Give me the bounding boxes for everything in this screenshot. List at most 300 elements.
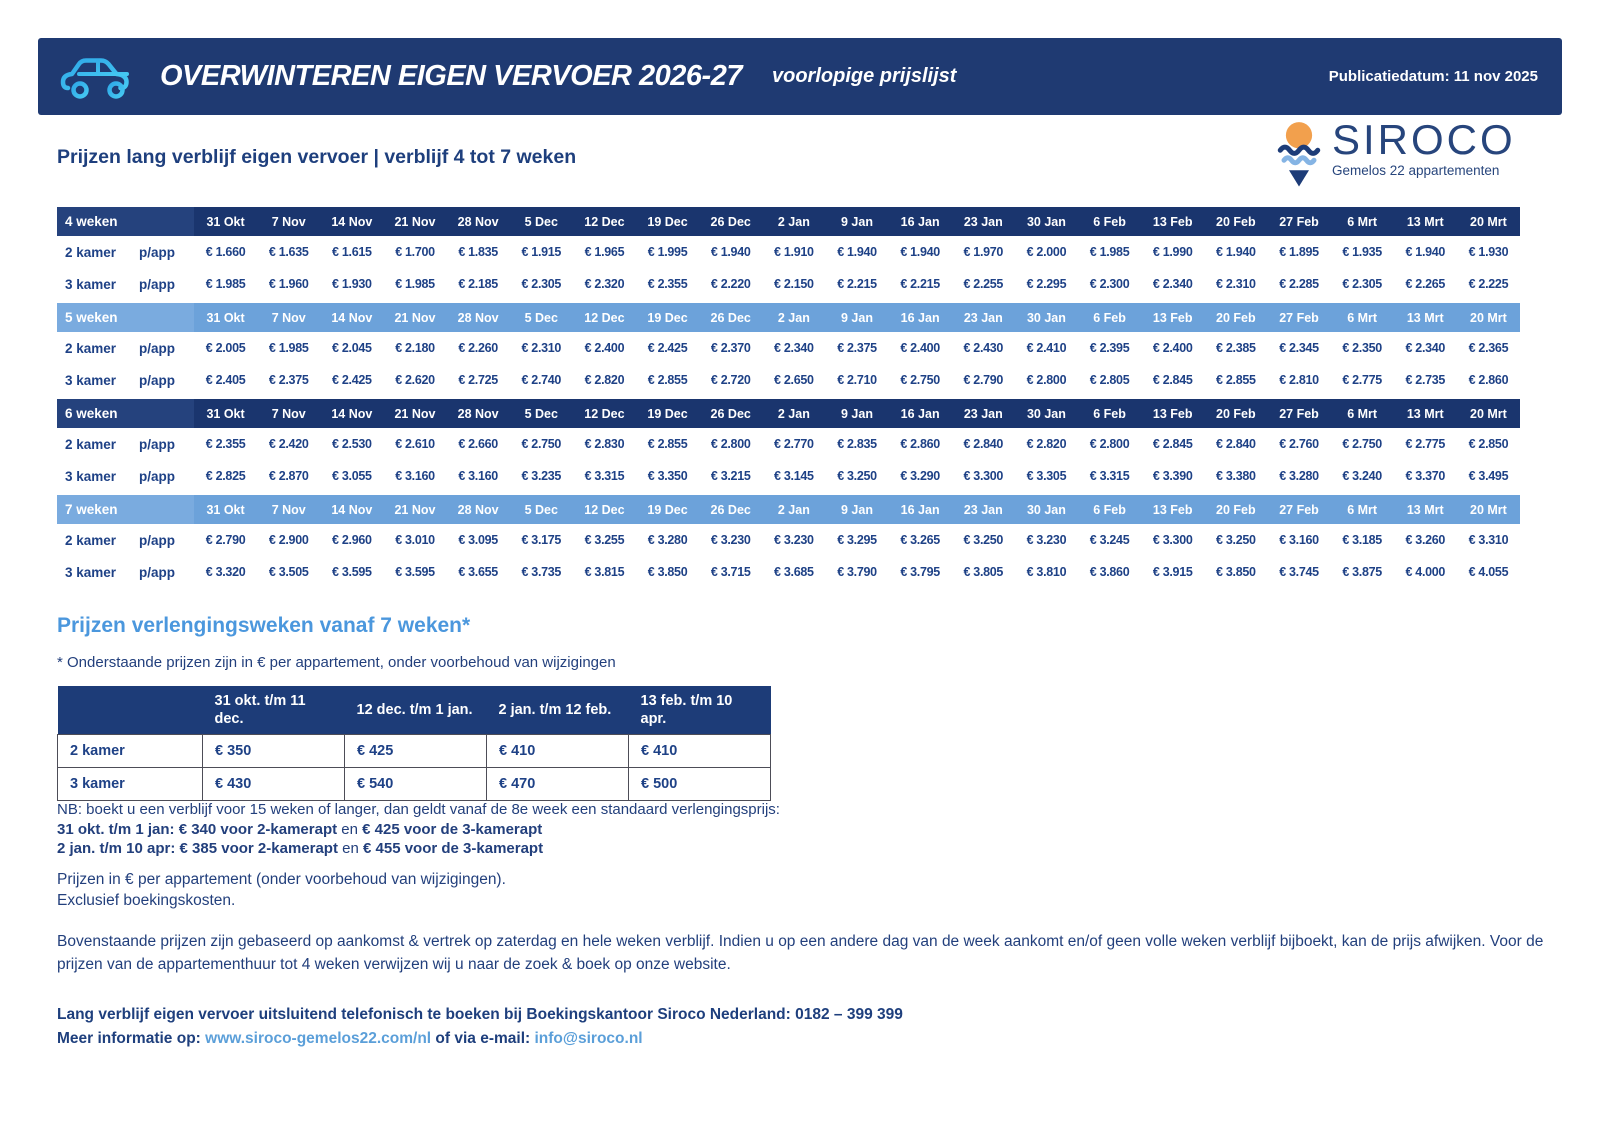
price-cell: € 4.055 — [1468, 565, 1509, 579]
price-cell: € 3.230 — [710, 533, 751, 547]
price-cell: € 2.960 — [332, 533, 372, 547]
price-cell: € 2.810 — [1279, 373, 1319, 387]
price-cell: € 2.400 — [900, 341, 940, 355]
date-header: 6 Mrt — [1347, 310, 1378, 325]
price-cell: € 3.010 — [395, 533, 435, 547]
price-cell: € 3.735 — [521, 565, 562, 579]
extension-row — [58, 735, 771, 768]
logo-wordmark: SIROCO — [1332, 116, 1516, 163]
price-cell: € 2.660 — [458, 437, 498, 451]
nb-note — [57, 800, 780, 859]
document-subtitle: voorlopige prijslijst — [771, 65, 957, 87]
price-cell: € 2.405 — [205, 373, 246, 387]
price-cell: € 3.915 — [1152, 565, 1193, 579]
date-header: 20 Feb — [1216, 406, 1256, 421]
date-header: 28 Nov — [457, 502, 499, 517]
price-cell: € 3.230 — [1026, 533, 1067, 547]
date-header: 21 Nov — [394, 214, 436, 229]
price-cell: € 3.215 — [710, 469, 751, 483]
extension-table — [57, 686, 771, 801]
price-cell: € 2.400 — [1152, 341, 1193, 355]
price-cell: € 2.900 — [268, 533, 309, 547]
date-header: 19 Dec — [647, 502, 688, 517]
price-cell: € 3.390 — [1152, 469, 1193, 483]
price-cell: € 2.735 — [1405, 373, 1446, 387]
car-icon — [60, 51, 136, 103]
price-cell: € 1.615 — [332, 245, 372, 259]
price-cell: € 2.855 — [1216, 373, 1256, 387]
price-row — [57, 460, 1520, 492]
date-header: 13 Feb — [1152, 502, 1193, 517]
nb-line3-bold2: € 455 voor de 3-kamerapt — [363, 840, 544, 857]
date-header: 27 Feb — [1279, 310, 1319, 325]
extension-price-cell: € 410 — [629, 735, 771, 768]
price-cell: € 3.315 — [1089, 469, 1130, 483]
price-cell: € 3.790 — [837, 565, 877, 579]
room-type-label: 2 kamer — [65, 244, 117, 260]
date-header: 16 Jan — [900, 310, 940, 325]
date-header: 6 Feb — [1093, 502, 1126, 517]
price-cell: € 3.815 — [584, 565, 625, 579]
price-cell: € 1.930 — [1468, 245, 1509, 259]
price-cell: € 1.985 — [1089, 245, 1130, 259]
room-type-label: 2 kamer — [65, 532, 117, 548]
price-cell: € 2.300 — [1089, 277, 1130, 291]
price-row — [57, 428, 1520, 460]
date-header: 6 Mrt — [1347, 214, 1378, 229]
room-type-label: 3 kamer — [65, 468, 117, 484]
price-cell: € 2.835 — [837, 437, 877, 451]
date-header: 2 Jan — [777, 502, 810, 517]
extension-price-cell: € 350 — [203, 735, 345, 768]
nb-line2 — [57, 820, 780, 840]
price-cell: € 2.420 — [268, 437, 309, 451]
date-header: 31 Okt — [206, 310, 245, 325]
date-header: 23 Jan — [963, 502, 1003, 517]
price-cell: € 3.315 — [584, 469, 625, 483]
date-header: 23 Jan — [963, 310, 1003, 325]
price-cell: € 1.835 — [458, 245, 498, 259]
price-cell: € 2.180 — [395, 341, 435, 355]
price-cell: € 3.175 — [521, 533, 562, 547]
price-cell: € 2.825 — [205, 469, 246, 483]
price-conditions — [57, 869, 506, 911]
price-row — [57, 236, 1520, 268]
price-cell: € 2.790 — [205, 533, 246, 547]
date-header: 26 Dec — [710, 502, 751, 517]
price-cell: € 2.000 — [1026, 245, 1067, 259]
date-header: 13 Mrt — [1406, 214, 1444, 229]
price-cell: € 2.775 — [1342, 373, 1382, 387]
price-cell: € 2.340 — [774, 341, 814, 355]
extension-row-label: 2 kamer — [58, 735, 203, 768]
price-cell: € 3.300 — [963, 469, 1004, 483]
date-header: 31 Okt — [206, 406, 245, 421]
date-header: 23 Jan — [963, 214, 1003, 229]
per-apartment-note: Prijzen in € per appartement (onder voorbehoud van wijzigingen). — [57, 871, 506, 888]
price-cell: € 2.790 — [963, 373, 1004, 387]
price-cell: € 2.265 — [1405, 277, 1446, 291]
nb-line2-mid: en — [337, 820, 363, 838]
date-header: 12 Dec — [584, 310, 625, 325]
price-cell: € 1.985 — [205, 277, 246, 291]
price-cell: € 2.870 — [268, 469, 309, 483]
logo-pin-icon — [1274, 118, 1324, 190]
week-section-7-weken — [57, 495, 1520, 588]
price-cell: € 2.720 — [710, 373, 751, 387]
date-header: 7 Nov — [271, 502, 306, 517]
price-cell: € 3.320 — [205, 565, 246, 579]
room-type-label: 3 kamer — [65, 372, 117, 388]
date-header: 13 Feb — [1152, 406, 1193, 421]
date-header: 9 Jan — [841, 502, 873, 517]
price-cell: € 3.095 — [458, 533, 498, 547]
price-row — [57, 556, 1520, 588]
date-header: 20 Mrt — [1470, 406, 1507, 421]
date-header: 2 Jan — [777, 406, 810, 421]
date-header: 12 Dec — [584, 214, 625, 229]
price-cell: € 2.425 — [332, 373, 372, 387]
date-header: 14 Nov — [331, 310, 373, 325]
price-cell: € 1.895 — [1279, 245, 1319, 259]
price-cell: € 2.295 — [1026, 277, 1067, 291]
section-label: 7 weken — [57, 495, 194, 524]
date-header: 16 Jan — [900, 406, 940, 421]
extension-row-label: 3 kamer — [58, 768, 203, 801]
price-cell: € 2.820 — [584, 373, 625, 387]
price-cell: € 2.845 — [1152, 373, 1193, 387]
price-cell: € 3.655 — [458, 565, 498, 579]
date-header: 26 Dec — [710, 214, 751, 229]
date-header: 30 Jan — [1026, 502, 1066, 517]
week-section-5-weken — [57, 303, 1520, 396]
price-cell: € 2.750 — [900, 373, 940, 387]
price-cell: € 3.265 — [900, 533, 940, 547]
price-cell: € 2.185 — [458, 277, 498, 291]
price-cell: € 3.495 — [1468, 469, 1509, 483]
extension-col-header: 2 jan. t/m 12 feb. — [487, 686, 629, 735]
extension-col-header: 12 dec. t/m 1 jan. — [345, 686, 487, 735]
section-header-row — [57, 207, 1520, 236]
price-cell: € 1.940 — [1405, 245, 1446, 259]
nb-line2-bold2: € 425 voor de 3-kamerapt — [362, 820, 543, 838]
contact-block — [57, 1003, 903, 1051]
extension-heading: Prijzen verlengingsweken vanaf 7 weken* — [57, 614, 471, 637]
price-cell: € 3.230 — [774, 533, 814, 547]
price-cell: € 2.425 — [647, 341, 688, 355]
price-cell: € 1.940 — [1216, 245, 1256, 259]
price-cell: € 2.740 — [521, 373, 562, 387]
price-cell: € 2.430 — [963, 341, 1004, 355]
unit-label: p/app — [139, 340, 175, 356]
price-cell: € 2.760 — [1279, 437, 1319, 451]
section-header-row — [57, 495, 1520, 524]
price-cell: € 2.375 — [837, 341, 877, 355]
unit-label: p/app — [139, 244, 175, 260]
week-section-6-weken — [57, 399, 1520, 492]
extension-table-body — [58, 735, 771, 801]
price-cell: € 1.700 — [395, 245, 435, 259]
price-cell: € 1.985 — [268, 341, 309, 355]
extension-price-cell: € 540 — [345, 768, 487, 801]
date-header: 31 Okt — [206, 502, 245, 517]
date-header: 6 Mrt — [1347, 406, 1378, 421]
date-header: 13 Mrt — [1406, 406, 1444, 421]
price-row — [57, 332, 1520, 364]
price-cell: € 3.240 — [1342, 469, 1382, 483]
section-label: 4 weken — [57, 207, 194, 236]
price-cell: € 3.260 — [1405, 533, 1446, 547]
extension-table-header — [58, 686, 771, 735]
date-header: 19 Dec — [647, 406, 688, 421]
price-cell: € 3.305 — [1026, 469, 1067, 483]
website-link[interactable]: www.siroco-gemelos22.com/nl — [205, 1030, 432, 1047]
unit-label: p/app — [139, 564, 175, 580]
section-header-row — [57, 399, 1520, 428]
siroco-logo — [1274, 118, 1516, 190]
extension-price-cell: € 430 — [203, 768, 345, 801]
price-cell: € 3.280 — [647, 533, 688, 547]
price-cell: € 2.650 — [774, 373, 814, 387]
price-cell: € 3.235 — [521, 469, 562, 483]
date-header: 5 Dec — [524, 406, 558, 421]
date-header: 14 Nov — [331, 406, 373, 421]
price-cell: € 3.370 — [1405, 469, 1446, 483]
price-cell: € 3.850 — [647, 565, 688, 579]
price-cell: € 3.310 — [1468, 533, 1509, 547]
price-cell: € 2.610 — [395, 437, 435, 451]
price-cell: € 2.355 — [205, 437, 246, 451]
price-row — [57, 524, 1520, 556]
date-header: 7 Nov — [271, 214, 306, 229]
date-header: 21 Nov — [394, 502, 436, 517]
price-cell: € 2.350 — [1342, 341, 1382, 355]
date-header: 27 Feb — [1279, 406, 1319, 421]
price-cell: € 3.055 — [332, 469, 372, 483]
price-cell: € 2.400 — [584, 341, 625, 355]
price-cell: € 2.370 — [710, 341, 751, 355]
date-header: 31 Okt — [206, 214, 245, 229]
date-header: 28 Nov — [457, 214, 499, 229]
price-cell: € 2.215 — [900, 277, 940, 291]
section-header-row — [57, 303, 1520, 332]
price-cell: € 1.960 — [268, 277, 309, 291]
nb-line2-bold1: 31 okt. t/m 1 jan: € 340 voor 2-kamerapt — [57, 820, 338, 838]
price-cell: € 3.805 — [963, 565, 1004, 579]
email-link[interactable]: info@siroco.nl — [534, 1030, 643, 1047]
date-header: 9 Jan — [841, 214, 873, 229]
price-cell: € 2.530 — [332, 437, 372, 451]
date-header: 12 Dec — [584, 406, 625, 421]
date-header: 5 Dec — [524, 214, 558, 229]
price-cell: € 2.220 — [710, 277, 751, 291]
price-cell: € 3.350 — [647, 469, 688, 483]
unit-label: p/app — [139, 372, 175, 388]
date-header: 20 Mrt — [1470, 214, 1507, 229]
room-type-label: 2 kamer — [65, 436, 117, 452]
room-type-label: 3 kamer — [65, 564, 117, 580]
price-cell: € 1.995 — [647, 245, 688, 259]
date-header: 20 Mrt — [1470, 310, 1507, 325]
price-cell: € 3.280 — [1279, 469, 1319, 483]
price-cell: € 3.505 — [268, 565, 309, 579]
price-cell: € 2.710 — [837, 373, 877, 387]
price-cell: € 2.800 — [1026, 373, 1067, 387]
price-cell: € 2.320 — [584, 277, 625, 291]
date-header: 14 Nov — [331, 214, 373, 229]
conditions-paragraph: Bovenstaande prijzen zijn gebaseerd op aankomst & vertrek op zaterdag en hele weken verblijf. Indien u op een andere dag van de week aankomt en/of geen volle weken verblijf bijboekt, kan de prijs afwijken. Voor de prijzen van de appartementhuur tot 4 weken verwijzen wij u naar de zoek & boek op onze website. — [57, 933, 1544, 973]
price-cell: € 3.250 — [963, 533, 1004, 547]
date-header: 9 Jan — [841, 406, 873, 421]
price-cell: € 2.340 — [1152, 277, 1193, 291]
date-header: 21 Nov — [394, 406, 436, 421]
price-cell: € 1.940 — [837, 245, 877, 259]
date-header: 20 Feb — [1216, 502, 1256, 517]
extension-price-cell: € 425 — [345, 735, 487, 768]
date-header: 6 Mrt — [1347, 502, 1378, 517]
extension-footnote: * Onderstaande prijzen zijn in € per appartement, onder voorbehoud van wijzigingen — [57, 654, 616, 671]
price-cell: € 2.840 — [963, 437, 1004, 451]
date-header: 28 Nov — [457, 406, 499, 421]
extension-col-header: 13 feb. t/m 10 apr. — [629, 686, 771, 735]
price-cell: € 1.915 — [521, 245, 562, 259]
price-cell: € 2.285 — [1279, 277, 1319, 291]
price-cell: € 1.635 — [268, 245, 309, 259]
price-cell: € 2.860 — [900, 437, 940, 451]
date-header: 30 Jan — [1026, 310, 1066, 325]
price-cell: € 1.985 — [395, 277, 435, 291]
date-header: 2 Jan — [777, 310, 810, 325]
nb-line3-mid: en — [337, 840, 363, 857]
price-cell: € 2.225 — [1468, 277, 1509, 291]
price-cell: € 2.310 — [1216, 277, 1256, 291]
price-cell: € 2.395 — [1089, 341, 1130, 355]
price-cell: € 3.250 — [1216, 533, 1256, 547]
document-title: OVERWINTEREN EIGEN VERVOER 2026-27 — [160, 60, 742, 92]
price-cell: € 3.255 — [584, 533, 625, 547]
excl-booking-note: Exclusief boekingskosten. — [57, 892, 236, 909]
price-cell: € 3.160 — [458, 469, 498, 483]
price-cell: € 2.255 — [963, 277, 1004, 291]
room-type-label: 3 kamer — [65, 276, 117, 292]
price-cell: € 2.805 — [1089, 373, 1130, 387]
date-header: 20 Mrt — [1470, 502, 1507, 517]
price-cell: € 2.305 — [1342, 277, 1382, 291]
price-cell: € 3.745 — [1279, 565, 1319, 579]
price-cell: € 2.150 — [774, 277, 814, 291]
date-header: 12 Dec — [584, 502, 625, 517]
date-header: 20 Feb — [1216, 310, 1256, 325]
section-label: 6 weken — [57, 399, 194, 428]
price-cell: € 2.410 — [1026, 341, 1067, 355]
nb-line3-bold1: 2 jan. t/m 10 apr: € 385 voor 2-kamerapt — [57, 840, 338, 857]
date-header: 14 Nov — [331, 502, 373, 517]
long-stay-table — [57, 207, 1520, 591]
date-header: 13 Mrt — [1406, 310, 1444, 325]
price-cell: € 3.290 — [900, 469, 940, 483]
date-header: 13 Feb — [1152, 310, 1193, 325]
date-header: 7 Nov — [271, 310, 306, 325]
price-cell: € 1.940 — [900, 245, 940, 259]
price-cell: € 1.990 — [1152, 245, 1193, 259]
price-cell: € 2.385 — [1216, 341, 1256, 355]
price-cell: € 3.250 — [837, 469, 877, 483]
week-section-4-weken — [57, 207, 1520, 300]
date-header: 19 Dec — [647, 214, 688, 229]
price-cell: € 4.000 — [1405, 565, 1446, 579]
price-cell: € 2.800 — [710, 437, 751, 451]
price-cell: € 1.935 — [1342, 245, 1382, 259]
booking-phone-line: Lang verblijf eigen vervoer uitsluitend telefonisch te boeken bij Boekingskantoor Siroco Nederland: 0182 – 399 399 — [57, 1006, 903, 1023]
price-cell: € 2.310 — [521, 341, 562, 355]
info-mid: of via e-mail: — [431, 1030, 535, 1047]
info-line — [57, 1027, 903, 1051]
price-cell: € 2.750 — [1342, 437, 1382, 451]
price-cell: € 3.380 — [1216, 469, 1256, 483]
date-header: 19 Dec — [647, 310, 688, 325]
price-cell: € 2.260 — [458, 341, 498, 355]
date-header: 5 Dec — [524, 502, 558, 517]
date-header: 27 Feb — [1279, 214, 1319, 229]
date-header: 16 Jan — [900, 502, 940, 517]
date-header: 21 Nov — [394, 310, 436, 325]
price-cell: € 3.875 — [1342, 565, 1382, 579]
price-cell: € 1.970 — [963, 245, 1004, 259]
unit-label: p/app — [139, 436, 175, 452]
date-header: 23 Jan — [963, 406, 1003, 421]
nb-line3 — [57, 839, 780, 859]
price-cell: € 3.595 — [395, 565, 435, 579]
price-cell: € 3.160 — [1279, 533, 1319, 547]
date-header: 30 Jan — [1026, 214, 1066, 229]
price-cell: € 2.725 — [458, 373, 498, 387]
price-cell: € 2.830 — [584, 437, 625, 451]
date-header: 6 Feb — [1093, 214, 1126, 229]
extension-price-cell: € 500 — [629, 768, 771, 801]
price-cell: € 3.685 — [774, 565, 814, 579]
date-header: 27 Feb — [1279, 502, 1319, 517]
price-row — [57, 268, 1520, 300]
price-cell: € 2.365 — [1468, 341, 1509, 355]
price-row — [57, 364, 1520, 396]
extension-header-row — [58, 686, 771, 735]
date-header: 2 Jan — [777, 214, 810, 229]
price-cell: € 3.850 — [1216, 565, 1256, 579]
price-cell: € 1.660 — [205, 245, 246, 259]
info-prefix: Meer informatie op: — [57, 1030, 206, 1047]
price-cell: € 2.355 — [647, 277, 688, 291]
page-title: Prijzen lang verblijf eigen vervoer | verblijf 4 tot 7 weken — [57, 146, 577, 168]
unit-label: p/app — [139, 468, 175, 484]
extension-price-cell: € 410 — [487, 735, 629, 768]
date-header: 20 Feb — [1216, 214, 1256, 229]
date-header: 13 Mrt — [1406, 502, 1444, 517]
price-cell: € 3.145 — [774, 469, 814, 483]
nb-line1: NB: boekt u een verblijf voor 15 weken of langer, dan geldt vanaf de 8e week een standaard verlengingsprijs: — [57, 801, 780, 818]
price-cell: € 3.860 — [1089, 565, 1130, 579]
price-cell: € 2.305 — [521, 277, 562, 291]
price-cell: € 2.855 — [647, 437, 688, 451]
price-cell: € 2.860 — [1468, 373, 1509, 387]
price-cell: € 2.850 — [1468, 437, 1509, 451]
price-cell: € 3.300 — [1152, 533, 1193, 547]
price-cell: € 2.775 — [1405, 437, 1446, 451]
price-cell: € 2.345 — [1279, 341, 1319, 355]
price-cell: € 1.930 — [332, 277, 372, 291]
price-cell: € 2.840 — [1216, 437, 1256, 451]
logo-tagline: Gemelos 22 appartementen — [1332, 163, 1500, 178]
unit-label: p/app — [139, 276, 175, 292]
